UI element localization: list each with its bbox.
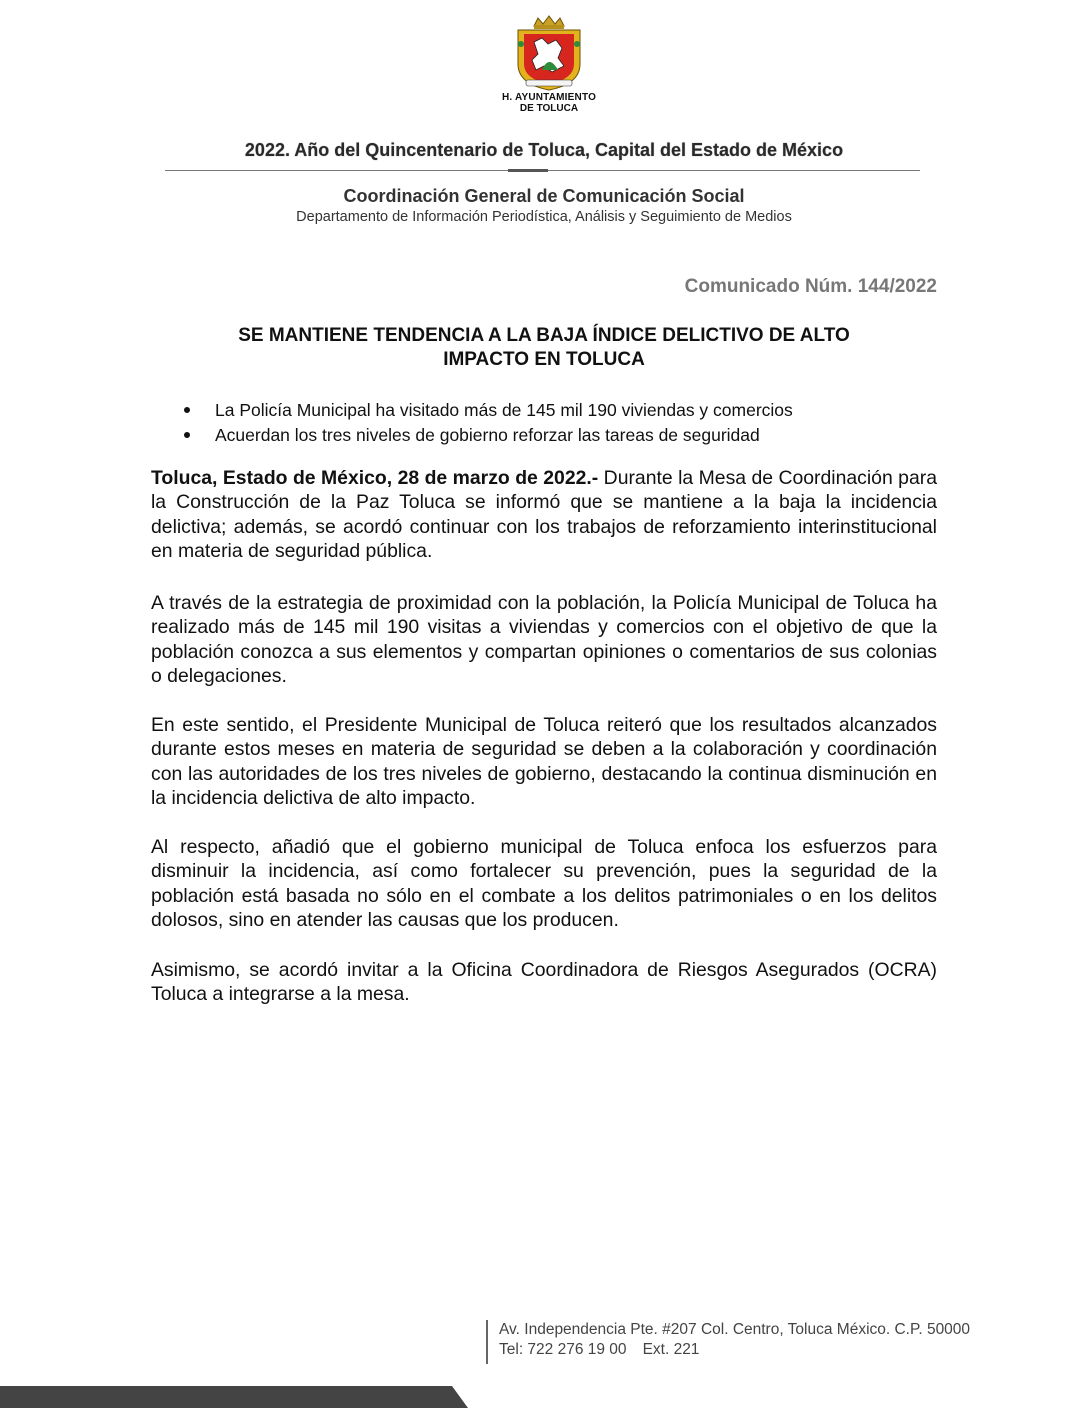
bottom-decorative-strip [0,1386,1088,1408]
headline-line1: SE MANTIENE TENDENCIA A LA BAJA ÍNDICE DELICTIVO DE ALTO [238,325,850,346]
logo-text-line1: H. AYUNTAMIENTO [501,92,597,103]
footer-address: Av. Independencia Pte. #207 Col. Centro, Toluca México. C.P. 50000 [499,1321,971,1338]
department-subtitle: Departamento de Información Periodística, Análisis y Seguimiento de Medios [296,209,792,225]
bullet-item: La Policía Municipal ha visitado más de 145 mil 190 viviendas y comercios [180,398,793,423]
year-banner: 2022. Año del Quincentenario de Toluca, Capital del Estado de México [244,140,844,160]
footer-phone [499,1340,699,1360]
toluca-coat-of-arms-logo [494,14,604,124]
body-paragraph-2: A través de la estrategia de proximidad con la población, la Policía Municipal de Toluca ha realizado más de 145 mil 190 visitas a viviendas y comercios con el objetivo de que la población conozca a sus elementos y compartan opiniones o comentarios de sus colonias o delegaciones. [151,592,937,688]
coordination-title: Coordinación General de Comunicación Social [343,186,745,206]
body-paragraph-4: Al respecto, añadió que el gobierno municipal de Toluca enfoca los esfuerzos para disminuir la incidencia, así como fortalecer su prevención, pues la seguridad de la población está basada no sólo en el combate a los delitos patrimoniales o en los delitos dolosos, sino en atender las causas que los producen. [151,836,937,932]
logo-text-line2: DE TOLUCA [519,103,579,114]
paragraph-text: Durante la Mesa de Coordinación para la Construcción de la Paz Toluca se informó que se mantiene a la baja la incidencia delictiva; además, se acordó continuar con los trabajos de reforzamiento interinstitucional en materia de seguridad pública. [151,467,937,563]
footer-ext: Ext. 221 [642,1341,700,1358]
body-paragraph-5: Asimismo, se acordó invitar a la Oficina Coordinadora de Riesgos Asegurados (OCRA) Toluca a integrarse a la mesa. [151,959,937,1006]
dateline: Toluca, Estado de México, 28 de marzo de 2022.- [151,467,599,489]
coat-of-arms-shield-icon [512,14,586,92]
summary-bullets [180,398,793,448]
footer-tel: Tel: 722 276 19 00 [499,1341,627,1358]
footer-divider [486,1320,488,1364]
press-release-number: Comunicado Núm. 144/2022 [684,276,937,297]
body-paragraph-3: En este sentido, el Presidente Municipal de Toluca reiteró que los resultados alcanzados durante estos meses en materia de seguridad se deben a la colaboración y coordinación con las autoridades de los tres niveles de gobierno, destacando la continua disminución en la incidencia delictiva de alto impacto. [151,714,937,810]
body-paragraph-1 [151,466,937,564]
bullet-item: Acuerdan los tres niveles de gobierno reforzar las tareas de seguridad [180,423,793,448]
headline [160,324,928,372]
header-divider-accent [508,169,548,172]
headline-line2: IMPACTO EN TOLUCA [443,349,645,370]
